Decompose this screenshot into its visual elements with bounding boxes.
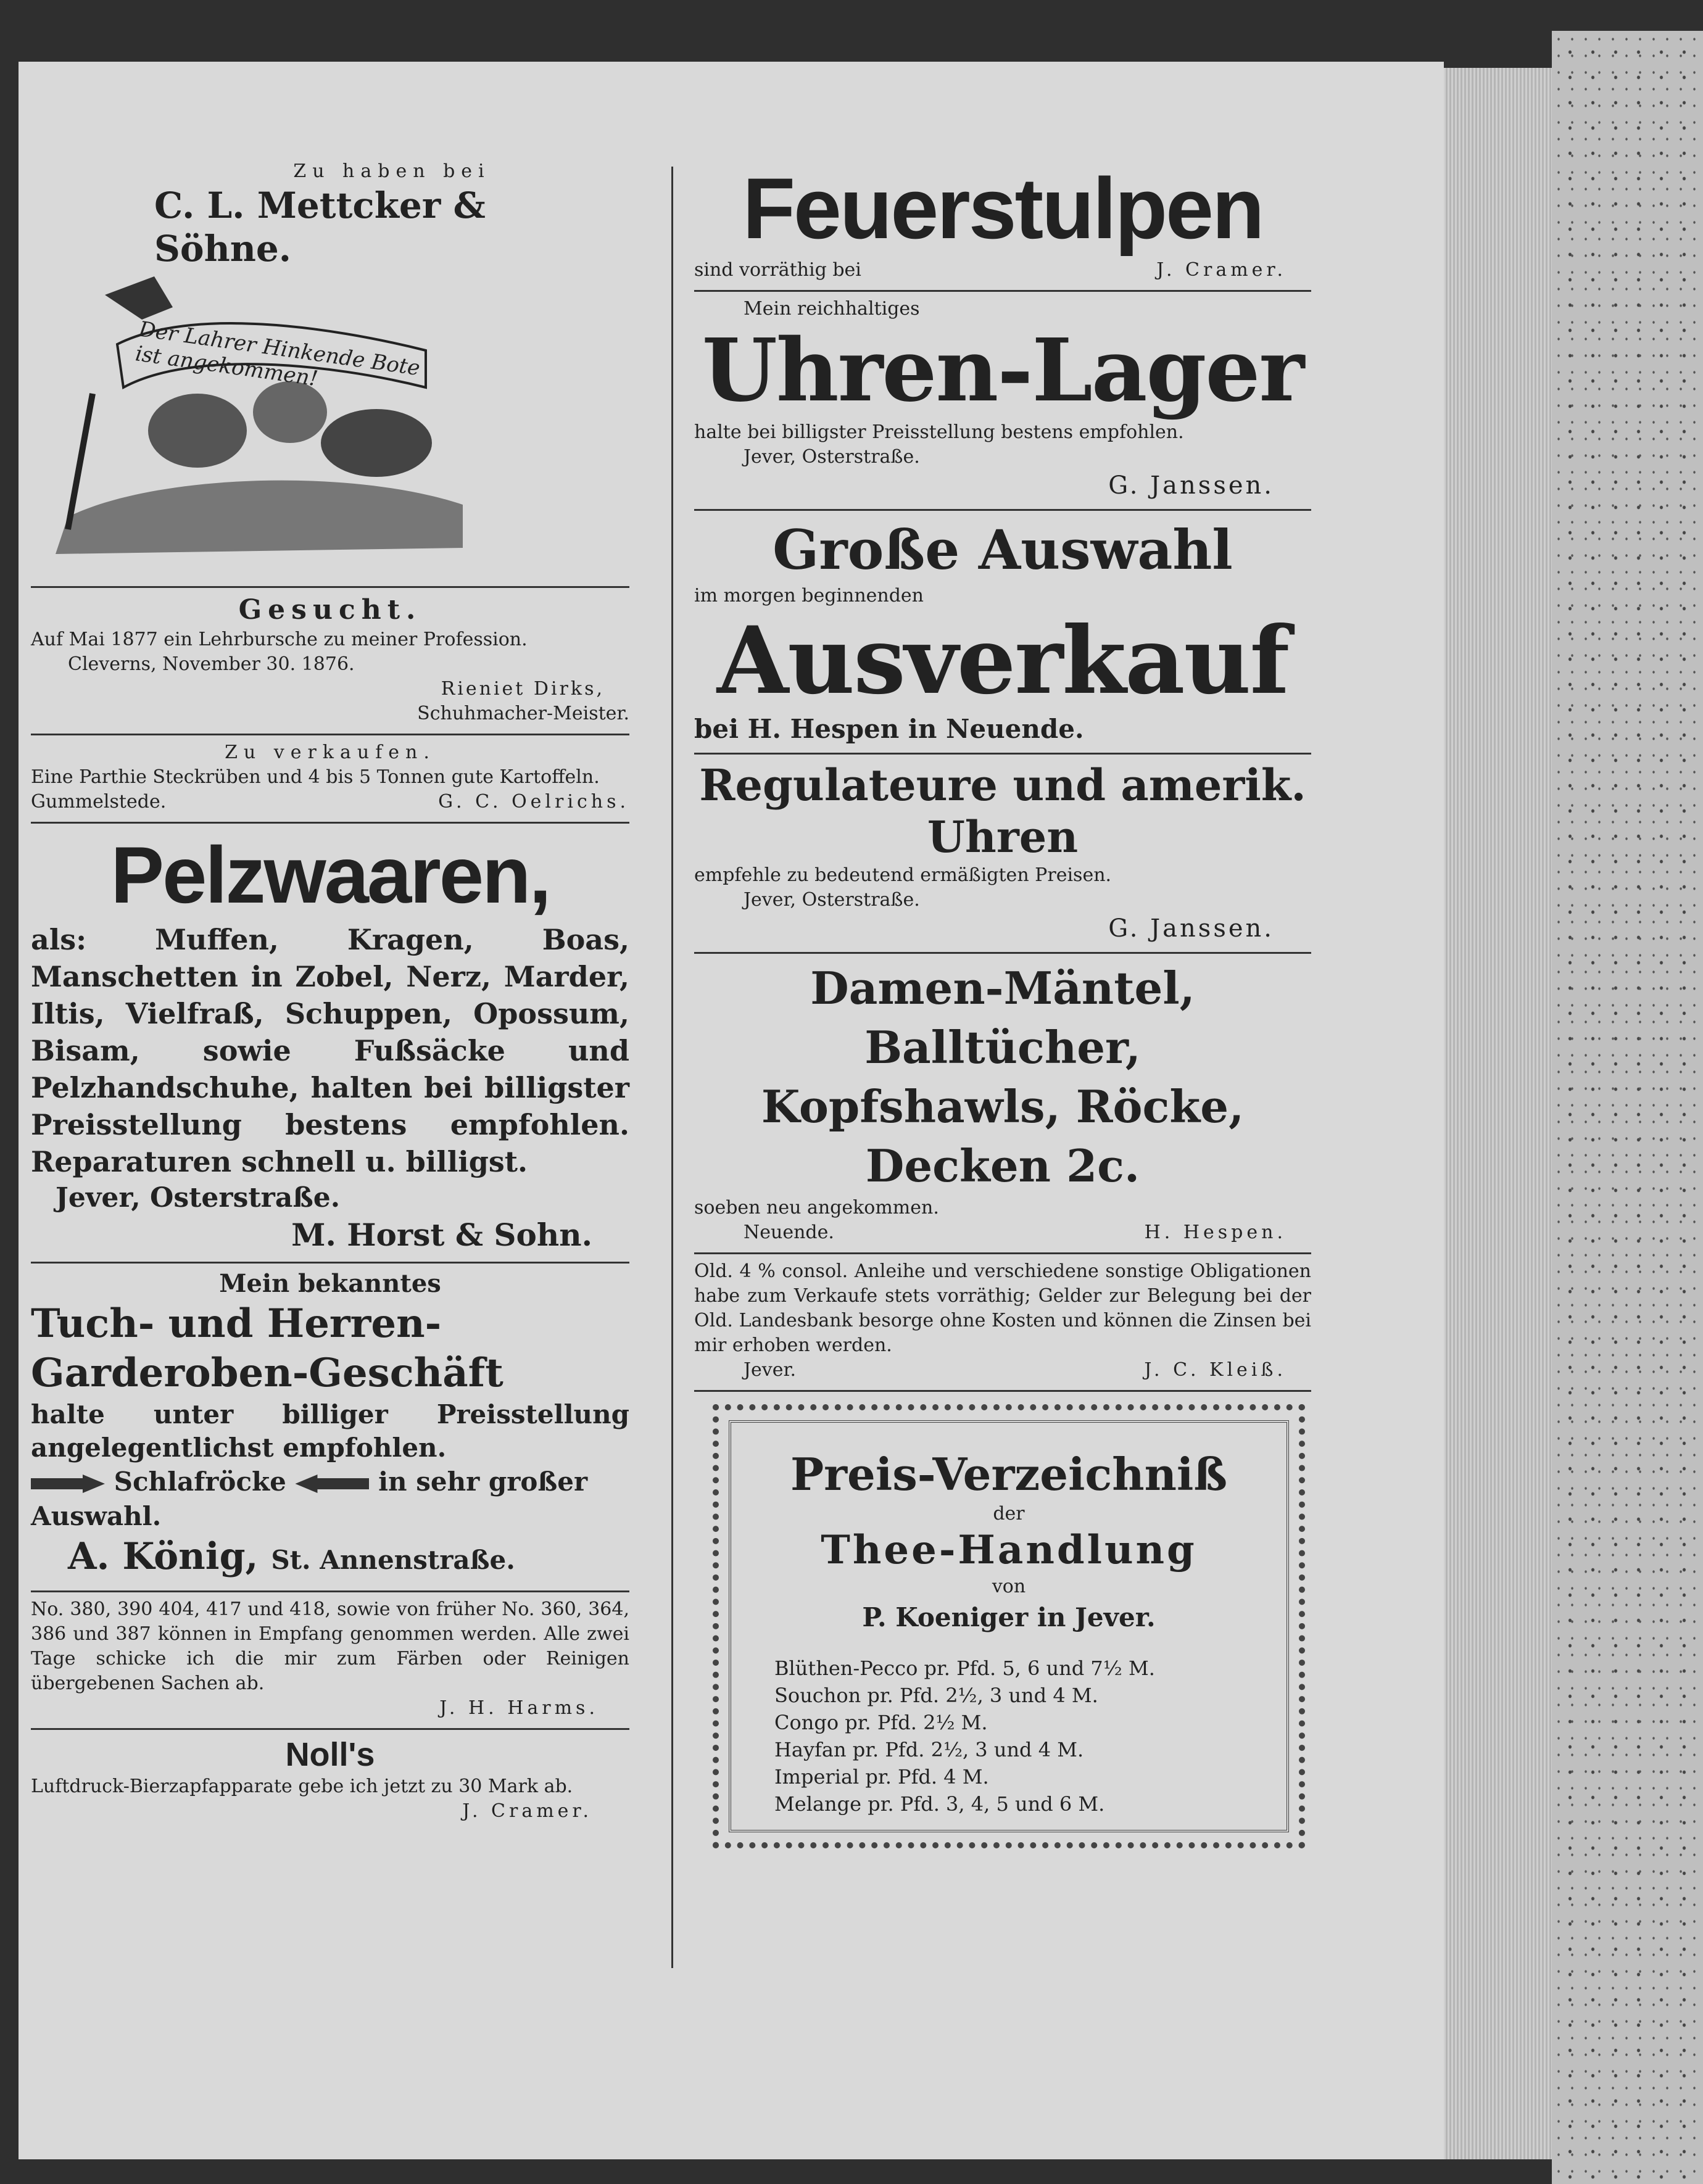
uhren-intro: Mein reichhaltiges bbox=[744, 298, 920, 320]
koenig-special-b: in sehr großer Auswahl. bbox=[31, 1466, 588, 1531]
ausverkauf-heading: Große Auswahl bbox=[773, 518, 1233, 582]
gesucht-date: Cleverns, November 30. 1876. bbox=[68, 653, 355, 675]
verkaufen-body: Eine Parthie Steckrüben und 4 bis 5 Tonnen gute Kartoffeln. bbox=[31, 766, 600, 788]
thee-von: von bbox=[992, 1576, 1026, 1597]
ad-verkaufen bbox=[31, 735, 629, 824]
gesucht-title: Schuhmacher-Meister. bbox=[417, 703, 629, 724]
price-row: Hayfan pr. Pfd. 2½, 3 und 4 M. bbox=[774, 1738, 1084, 1761]
ad-nolls bbox=[31, 1730, 629, 1831]
damen-name: H. Hespen. bbox=[1144, 1222, 1287, 1243]
ad-ausverkauf bbox=[694, 511, 1311, 755]
damen-line1: Damen-Mäntel, Balltücher, bbox=[810, 962, 1195, 1073]
ad-gesucht bbox=[31, 588, 629, 735]
price-row: Blüthen-Pecco pr. Pfd. 5, 6 und 7½ M. bbox=[774, 1657, 1155, 1680]
column-divider bbox=[671, 167, 673, 1968]
thee-firm: P. Koeniger in Jever. bbox=[862, 1602, 1156, 1632]
damen-line2: Kopfshawls, Röcke, bbox=[761, 1080, 1245, 1133]
nolls-body: Luftdruck-Bierzapfapparate gebe ich jetzt zu 30 Mark ab. bbox=[31, 1776, 573, 1797]
mettcker-firm: C. L. Mettcker & Söhne. bbox=[154, 184, 486, 270]
verkaufen-heading: Zu verkaufen. bbox=[225, 742, 436, 763]
damen-body: soeben neu angekommen. bbox=[694, 1197, 939, 1218]
feuer-heading: Feuerstulpen bbox=[742, 160, 1263, 257]
koenig-special bbox=[31, 1465, 629, 1534]
gesucht-body: Auf Mai 1877 ein Lehrbursche zu meiner Profession. bbox=[31, 629, 528, 650]
koenig-street: St. Annenstraße. bbox=[271, 1545, 515, 1575]
kleiss-place: Jever. bbox=[744, 1359, 797, 1381]
damen-line3: Decken 2c. bbox=[865, 1140, 1140, 1192]
ad-thee-handlung bbox=[713, 1404, 1305, 1848]
uhren-heading: Uhren-Lager bbox=[702, 320, 1304, 421]
kleiss-footer bbox=[694, 1358, 1311, 1383]
uhren-place: Jever, Osterstraße. bbox=[744, 446, 920, 468]
regulateure-body: empfehle zu bedeutend ermäßigten Preisen. bbox=[694, 864, 1112, 886]
ad-damen-maentel bbox=[694, 954, 1311, 1254]
ad-mettcker bbox=[31, 154, 629, 588]
kleiss-name: J. C. Kleiß. bbox=[1144, 1359, 1287, 1381]
price-row: Souchon pr. Pfd. 2½, 3 und 4 M. bbox=[774, 1684, 1098, 1707]
ausverkauf-big: Ausverkauf bbox=[716, 606, 1289, 715]
damen-place: Neuende. bbox=[744, 1222, 834, 1243]
pelz-body: als: Muffen, Kragen, Boas, Manschetten in Zobel, Nerz, Marder, Iltis, Vielfraß, Schuppen, Opossum, Bisam, sowie Fußsäcke und Pelzhandschuhe, halten bei billigster Preisstellung bestens empfohlen. Reparaturen schnell u. billigst. bbox=[31, 923, 629, 1178]
feuer-sub: sind vorräthig bei bbox=[694, 259, 861, 281]
price-row: Imperial pr. Pfd. 4 M. bbox=[774, 1765, 989, 1789]
ad-harms bbox=[31, 1592, 629, 1730]
price-row: Congo pr. Pfd. 2½ M. bbox=[774, 1711, 988, 1734]
regulateure-place: Jever, Osterstraße. bbox=[744, 889, 920, 911]
thee-heading: Thee-Handlung bbox=[821, 1527, 1197, 1573]
pointing-hand-right-icon bbox=[31, 1475, 105, 1493]
thee-title: Preis-Verzeichniß bbox=[790, 1448, 1228, 1500]
ad-kleiss bbox=[694, 1254, 1311, 1392]
hinkende-bote-illustration bbox=[31, 270, 623, 560]
nolls-heading: Noll's bbox=[285, 1736, 375, 1773]
koenig-body: halte unter billiger Preisstellung angelegentlichst empfohlen. bbox=[31, 1399, 629, 1463]
ad-pelzwaaren bbox=[31, 824, 629, 1264]
koenig-firm: A. König, bbox=[68, 1535, 259, 1578]
damen-footer bbox=[694, 1220, 1311, 1245]
mettcker-intro: Zu haben bei bbox=[293, 160, 491, 182]
koenig-intro: Mein bekanntes bbox=[219, 1269, 441, 1298]
koenig-footer bbox=[31, 1534, 629, 1583]
ad-feuerstulpen bbox=[694, 154, 1311, 292]
gesucht-name: Rieniet Dirks, bbox=[441, 678, 605, 700]
kleiss-body: Old. 4 % consol. Anleihe und verschiedene sonstige Obligationen habe zum Verkaufe stets vorräthig; Gelder zur Belegung bei der Old. Landesbank besorge ohne Kosten und können die Zinsen bei mir erhoben werden. bbox=[694, 1260, 1311, 1356]
ad-regulateure bbox=[694, 755, 1311, 954]
feuer-name: J. Cramer. bbox=[1156, 259, 1287, 281]
uhren-name: G. Janssen. bbox=[1108, 471, 1274, 500]
harms-body: No. 380, 390 404, 417 und 418, sowie von früher No. 360, 364, 386 und 387 können in Empfang genommen werden. Alle zwei Tage schicke ich die mir zum Färben oder Reinigen übergebenen Sachen ab. bbox=[31, 1599, 629, 1694]
pelz-firm: M. Horst & Sohn. bbox=[291, 1217, 592, 1253]
page-edges bbox=[1444, 68, 1552, 2159]
verkaufen-footer bbox=[31, 790, 629, 814]
uhren-body: halte bei billigster Preisstellung bestens empfohlen. bbox=[694, 421, 1184, 443]
price-row: Melange pr. Pfd. 3, 4, 5 und 6 M. bbox=[774, 1792, 1105, 1816]
illustration-icon bbox=[31, 270, 623, 560]
ausverkauf-footer: bei H. Hespen in Neuende. bbox=[694, 714, 1084, 744]
pelz-place: Jever, Osterstraße. bbox=[56, 1182, 341, 1214]
regulateure-heading2: Uhren bbox=[927, 811, 1079, 862]
pelz-heading: Pelzwaaren, bbox=[110, 830, 550, 920]
ausverkauf-sub: im morgen beginnenden bbox=[694, 585, 924, 606]
gesucht-heading: Gesucht. bbox=[238, 594, 422, 626]
harms-name: J. H. Harms. bbox=[439, 1697, 599, 1719]
koenig-heading: Tuch- und Herren-Garderoben-Geschäft bbox=[31, 1301, 503, 1396]
book-cover bbox=[1552, 31, 1703, 2184]
pointing-hand-left-icon bbox=[295, 1475, 369, 1493]
thee-der: der bbox=[993, 1503, 1025, 1524]
nolls-name: J. Cramer. bbox=[462, 1800, 592, 1822]
verkaufen-name: G. C. Oelrichs. bbox=[438, 791, 629, 813]
verkaufen-place: Gummelstede. bbox=[31, 791, 167, 813]
left-column bbox=[31, 154, 629, 1831]
feuer-footer bbox=[694, 258, 1311, 283]
ad-koenig bbox=[31, 1264, 629, 1592]
regulateure-heading: Regulateure und amerik. bbox=[699, 759, 1306, 811]
banner-text: Der Lahrer Hinkende Bote ist angekommen! bbox=[133, 316, 422, 392]
koenig-special-a: Schlafröcke bbox=[114, 1466, 286, 1497]
right-column bbox=[694, 154, 1311, 1848]
ad-uhren-lager bbox=[694, 292, 1311, 511]
regulateure-name: G. Janssen. bbox=[1108, 914, 1274, 943]
